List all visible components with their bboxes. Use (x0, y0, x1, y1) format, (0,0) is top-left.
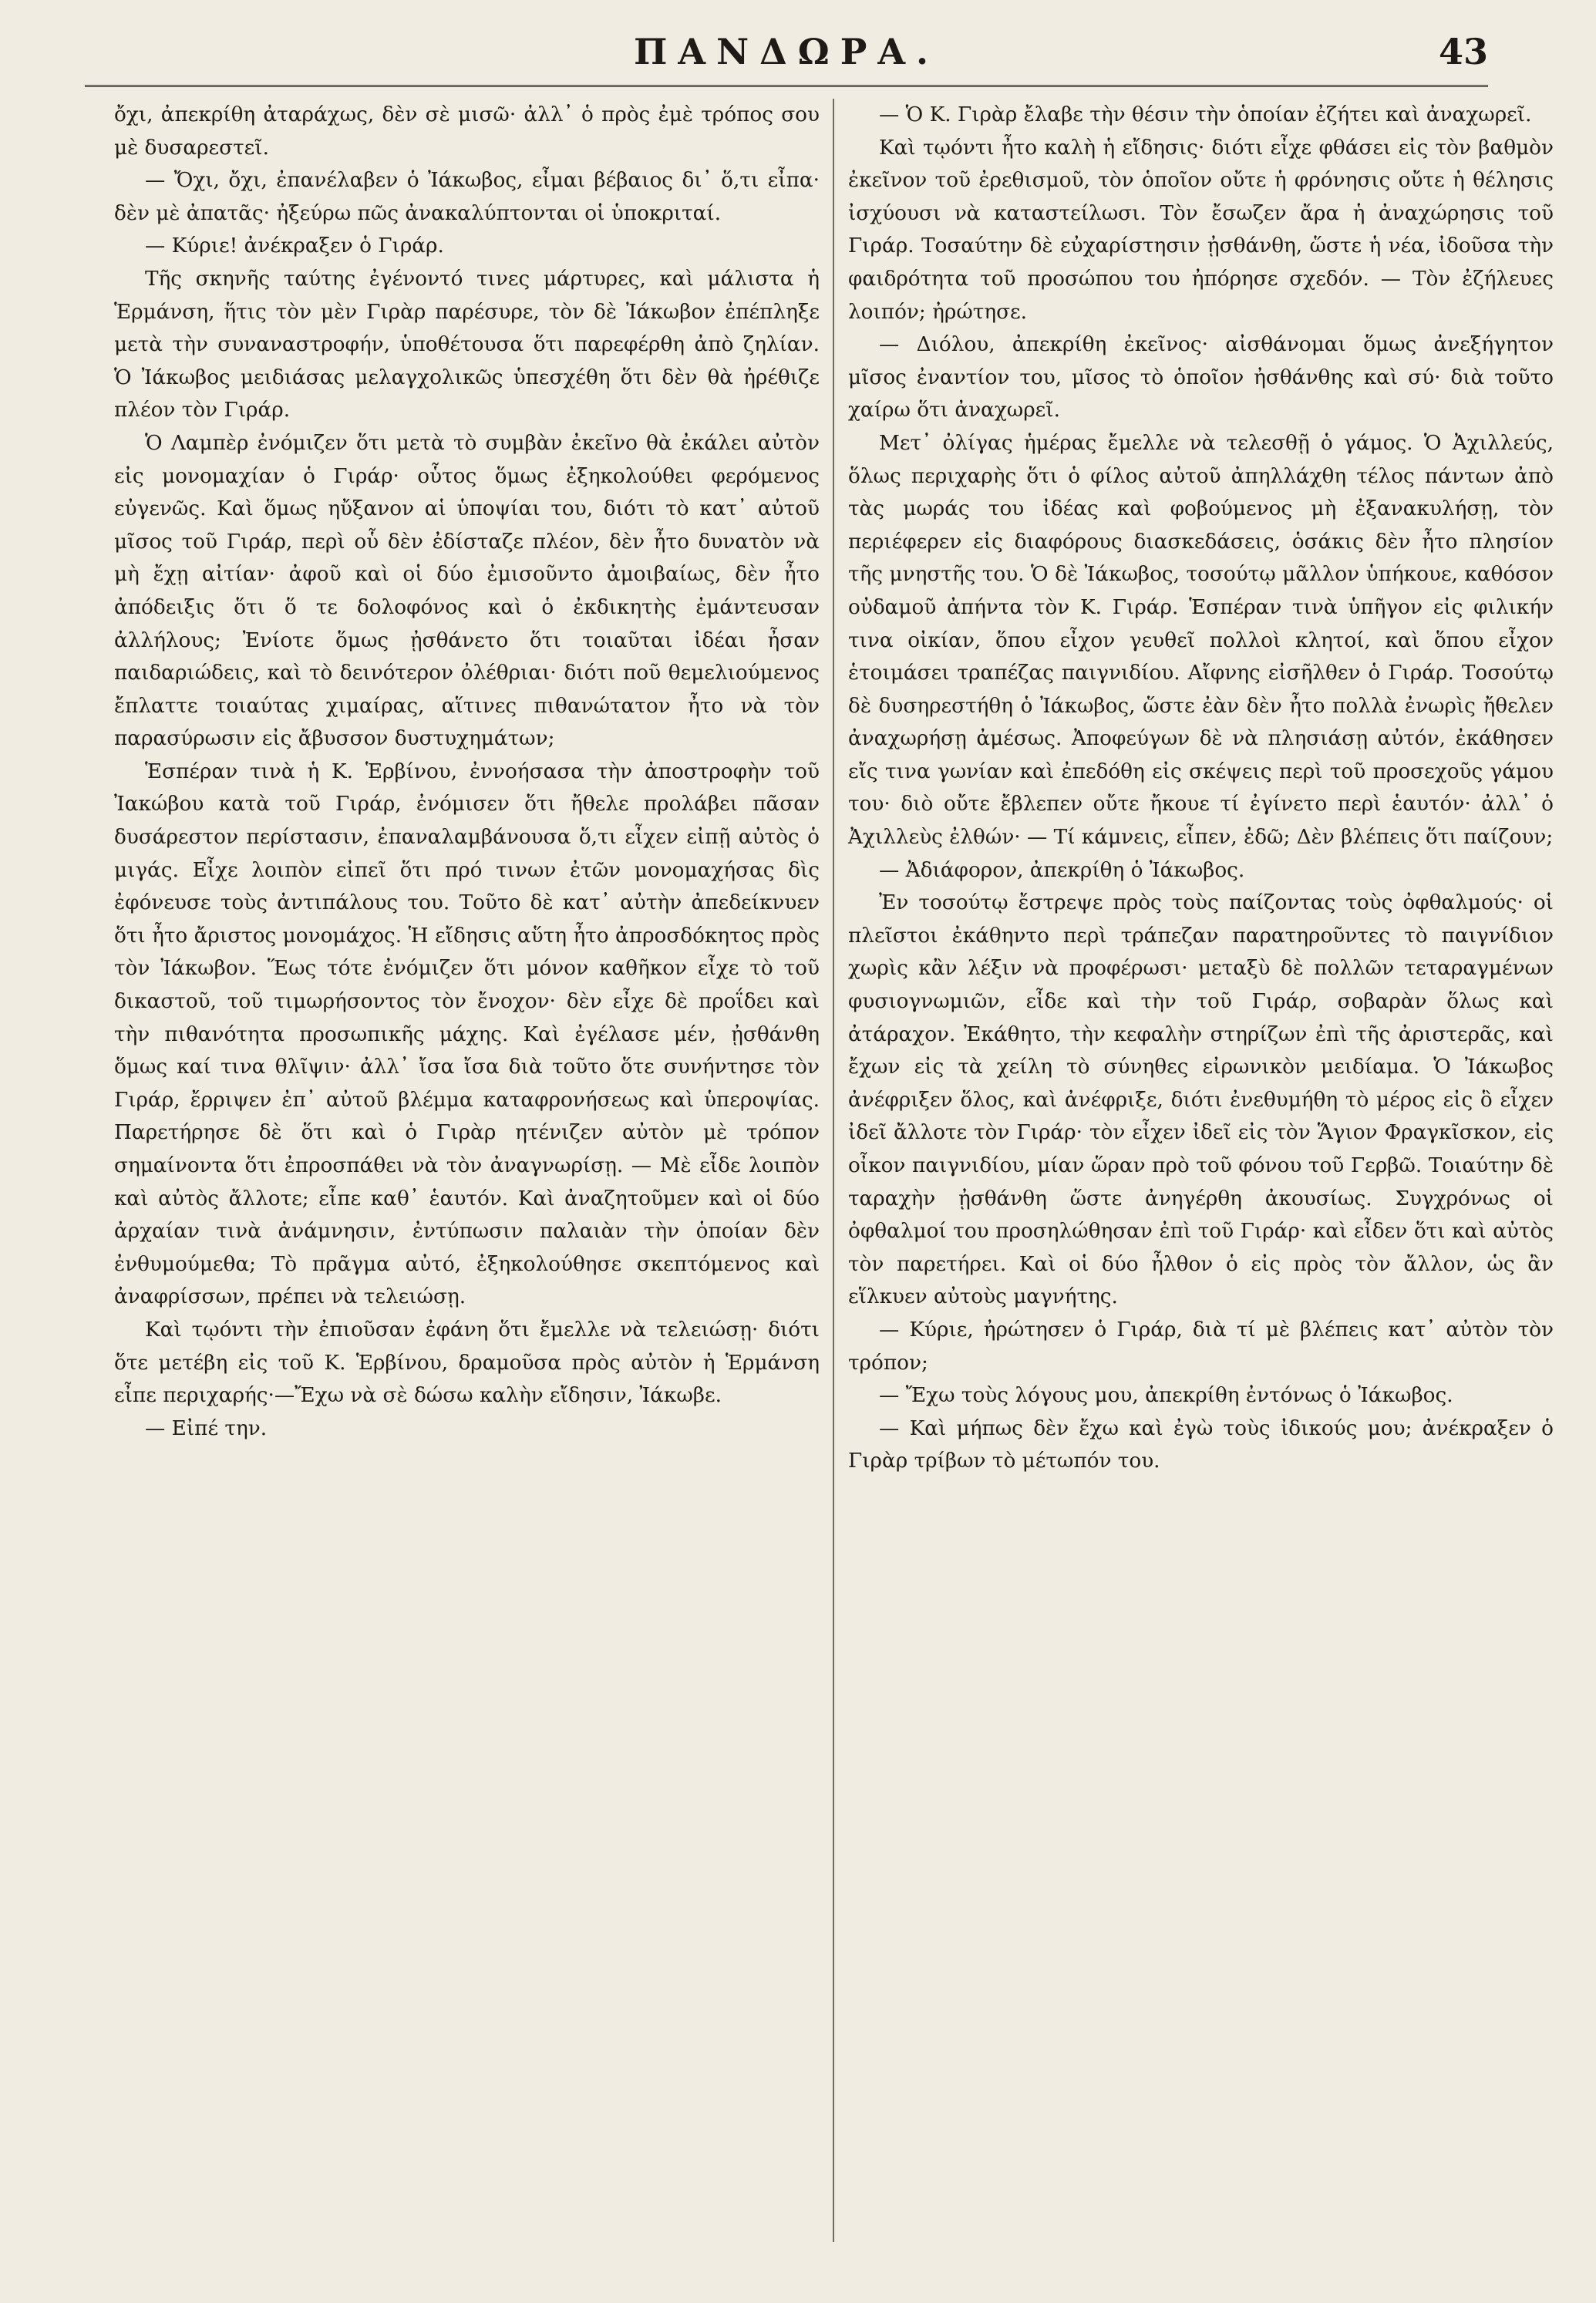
paragraph: — Εἰπέ την. (145, 1416, 268, 1440)
paragraph: Τῆς σκηνῆς ταύτης ἐγένοντό τινες μάρτυρες, καὶ μάλιστα ἡ Ἑρμάνση, ἥτις τὸν μὲν Γιρὰρ παρέσυρε, τὸν δὲ Ἰάκωβον ἐπέπληξε μετὰ τὴν συναναστροφήν, ὑποθέτουσα ὅτι παρεφέρθη ἀπὸ ζηλίαν. Ὁ Ἰάκωβος μειδιάσας μελαγχολικῶς ὑπεσχέθη ὅτι δὲν θὰ ἠρέθιζε πλέον τὸν Γιράρ. (114, 267, 820, 423)
paragraph: ὄχι, ἀπεκρίθη ἀταράχως, δὲν σὲ μισῶ· ἀλλ᾽ ὁ πρὸς ἐμὲ τρόπος σου μὲ δυσαρεστεῖ. (114, 103, 820, 160)
paragraph: Ἑσπέραν τινὰ ἡ Κ. Ἑρβίνου, ἐννοήσασα τὴν ἀποστροφὴν τοῦ Ἰακώβου κατὰ τοῦ Γιράρ, ἐνόμισεν ὅτι ἤθελε προλάβει πᾶσαν δυσάρεστον περίστασιν, ἐπαναλαμβάνουσα ὅ,τι εἶχεν εἰπῇ αὐτὸς ὁ μιγάς. Εἶχε λοιπὸν εἰπεῖ ὅτι πρό τινων ἐτῶν μονομαχήσας δὶς ἐφόνευσε τοὺς ἀντιπάλους του. Τοῦτο δὲ κατ᾽ αὐτὴν ἀπεδείκνυεν ὅτι ἦτο ἄριστος μονομάχος. Ἡ εἴδησις αὕτη ἦτο ἀπροσδόκητος πρὸς τὸν Ἰάκωβον. Ἕως τότε ἐνόμιζεν ὅτι μόνον καθῆκον εἶχε τὸ τοῦ δικαστοῦ, τοῦ τιμωρήσοντος τὸν ἔνοχον· δὲν εἶχε δὲ προΐδει καὶ τὴν πιθανότητα προσωπικῆς μάχης. Καὶ ἐγέλασε μέν, ᾐσθάνθη ὅμως καί τινα θλῖψιν· ἀλλ᾽ ἴσα ἴσα διὰ τοῦτο ὅτε συνήντησε τὸν Γιράρ, ἔρριψεν ἐπ᾽ αὐτοῦ βλέμμα καταφρονήσεως καὶ ὑπεροψίας. Παρετήρησε δὲ ὅτι καὶ ὁ Γιρὰρ ητένιζεν αὐτὸν μὲ τρόπον σημαίνοντα ὅτι ἐπροσπάθει νὰ τὸν ἀναγνωρίσῃ. — Μὲ εἶδε λοιπὸν καὶ αὐτὸς ἄλλοτε; εἶπε καθ᾽ ἑαυτόν. Καὶ ἀναζητοῦμεν καὶ οἱ δύο ἀρχαίαν τινὰ ἀνάμνησιν, ἐντύπωσιν παλαιὰν τὴν ὁποίαν δὲν ἐνθυμούμεθα; Τὸ πρᾶγμα αὐτό, ἐξηκολούθησε σκεπτόμενος καὶ ἀναφρίσσων, πρέπει νὰ τελειώσῃ. (114, 759, 820, 1309)
column-divider (833, 99, 834, 2242)
paragraph: — Κύριε, ἠρώτησεν ὁ Γιράρ, διὰ τί μὲ βλέπεις κατ᾽ αὐτὸν τὸν τρόπον; (848, 1318, 1554, 1375)
running-head (85, 31, 1488, 87)
paragraph: — Ὄχι, ὄχι, ἐπανέλαβεν ὁ Ἰάκωβος, εἶμαι βέβαιος δι᾽ ὅ,τι εἶπα· δὲν μὲ ἀπατᾶς· ἠξεύρω πῶς ἀνακαλύπτονται οἱ ὑποκριταί. (114, 169, 820, 225)
journal-title: ΠΑΝΔΩΡΑ. (633, 31, 940, 72)
paragraph: — Ἔχω τοὺς λόγους μου, ἀπεκρίθη ἐντόνως ὁ Ἰάκωβος. (879, 1384, 1453, 1408)
paragraph: Καὶ τῳόντι τὴν ἐπιοῦσαν ἐφάνη ὅτι ἔμελλε νὰ τελειώσῃ· διότι ὅτε μετέβη εἰς τοῦ Κ. Ἑρβίνου, δραμοῦσα πρὸς αὐτὸν ἡ Ἑρμάνση εἶπε περιχαρής·—Ἔχω νὰ σὲ δώσω καλὴν εἴδησιν, Ἰάκωβε. (114, 1318, 820, 1408)
paragraph: Καὶ τῳόντι ἦτο καλὴ ἡ εἴδησις· διότι εἶχε φθάσει εἰς τὸν βαθμὸν ἐκεῖνον τοῦ ἐρεθισμοῦ, τὸν ὁποῖον οὔτε ἡ φρόνησις οὔτε ἡ θέλησις ἰσχύουσι νὰ καταστείλωσι. Τὸν ἔσωζεν ἄρα ἡ ἀναχώρησις τοῦ Γιράρ. Τοσαύτην δὲ εὐχαρίστησιν ᾐσθάνθη, ὥστε ἡ νέα, ἰδοῦσα τὴν φαιδρότητα τοῦ προσώπου του ἠπόρησε σχεδόν. — Τὸν ἐζήλευες λοιπόν; ἠρώτησε. (848, 136, 1554, 324)
paragraph: — Ἀδιάφορον, ἀπεκρίθη ὁ Ἰάκωβος. (879, 858, 1245, 882)
paragraph: Μετ᾽ ὀλίγας ἡμέρας ἔμελλε νὰ τελεσθῇ ὁ γάμος. Ὁ Ἀχιλλεύς, ὅλως περιχαρὴς ὅτι ὁ φίλος αὐτοῦ ἀπηλλάχθη τέλος πάντων ἀπὸ τὰς μωράς του ἰδέας καὶ φοβούμενος μὴ ἐξανακυλήσῃ, τὸν περιέφερεν εἰς διαφόρους διασκεδάσεις, ὁσάκις δὲν ἦτο πλησίον τῆς μνηστῆς του. Ὁ δὲ Ἰάκωβος, τοσούτῳ μᾶλλον ὑπήκουε, καθόσον οὐδαμοῦ ἀπήντα τὸν Κ. Γιράρ. Ἑσπέραν τινὰ ὑπῆγον εἰς φιλικήν τινα οἰκίαν, ὅπου εἶχον γευθεῖ πολλοὶ κλητοί, καὶ ὅπου εἶχον ἑτοιμάσει τραπέζας παιγνιδίου. Αἴφνης εἰσῆλθεν ὁ Γιράρ. Τοσούτῳ δὲ δυσηρεστήθη ὁ Ἰάκωβος, ὥστε ἐὰν δὲν ἦτο πολλὰ ἐνωρὶς ἤθελεν ἀναχωρήσῃ ἀμέσως. Ἀποφεύγων δὲ νὰ πλησιάσῃ αὐτόν, ἐκάθησεν εἴς τινα γωνίαν καὶ ἐπεδόθη εἰς σκέψεις περὶ τοῦ προσεχοῦς γάμου του· διὸ οὔτε ἔβλεπεν οὔτε ἤκουε τί ἐγίνετο περὶ ἑαυτόν· ἀλλ᾽ ὁ Ἀχιλλεὺς ἐλθών· — Τί κάμνεις, εἶπεν, ἐδῶ; Δὲν βλέπεις ὅτι παίζουν; (848, 431, 1554, 850)
paragraph: Ὁ Λαμπὲρ ἐνόμιζεν ὅτι μετὰ τὸ συμβὰν ἐκεῖνο θὰ ἐκάλει αὐτὸν εἰς μονομαχίαν ὁ Γιράρ· οὗτος ὅμως ἐξηκολούθει φερόμενος εὐγενῶς. Καὶ ὅμως ηὔξανον αἱ ὑποψίαι του, διότι τὸ κατ᾽ αὐτοῦ μῖσος τοῦ Γιράρ, περὶ οὗ δὲν ἐδίσταζε πλέον, δὲν ἦτο δυνατὸν νὰ μὴ ἔχῃ αἰτίαν· ἀφοῦ καὶ οἱ δύο ἐμισοῦντο ἀμοιβαίως, δὲν ἦτο ἀπόδειξις ὅτι ὅ τε δολοφόνος καὶ ὁ ἐκδικητὴς ἐμάντευσαν ἀλλήλους; Ἐνίοτε ὅμως ᾐσθάνετο ὅτι τοιαῦται ἰδέαι ἦσαν παιδαριώδεις, καὶ τὸ δεινότερον ὀλέθριαι· διότι ποῦ θεμελιούμενος ἔπλαττε τοιαύτας χιμαίρας, αἵτινες πιθανώτατον ἦτο νὰ τὸν παρασύρωσιν εἰς ἄβυσσον δυστυχημάτων; (114, 431, 820, 751)
right-column (848, 99, 1554, 1478)
paragraph: — Διόλου, ἀπεκρίθη ἐκεῖνος· αἰσθάνομαι ὅμως ἀνεξήγητον μῖσος ἐναντίον του, μῖσος τὸ ὁποῖον ἠσθάνθης καὶ σύ· διὰ τοῦτο χαίρω ὅτι ἀναχωρεῖ. (848, 333, 1554, 423)
paragraph: Ἐν τοσούτῳ ἔστρεψε πρὸς τοὺς παίζοντας τοὺς ὀφθαλμούς· οἱ πλεῖστοι ἐκάθηντο περὶ τράπεζαν παρατηροῦντες τὸ παιγνίδιον χωρὶς κἂν λέξιν νὰ προφέρωσι· μεταξὺ δὲ πολλῶν τεταραγμένων φυσιογνωμιῶν, εἶδε καὶ τὴν τοῦ Γιράρ, σοβαρὰν ὅλως καὶ ἀτάραχον. Ἐκάθητο, τὴν κεφαλὴν στηρίζων ἐπὶ τῆς ἀριστερᾶς, καὶ ἔχων εἰς τὰ χείλη τὸ σύνηθες εἰρωνικὸν μειδίαμα. Ὁ Ἰάκωβος ἀνέφριξεν ὅλος, καὶ ἀνέφριξε, διότι ἐνεθυμήθη τὸ μέρος εἰς ὃ εἶχεν ἰδεῖ ἄλλοτε τὸν Γιράρ· τὸν εἶχεν ἰδεῖ εἰς τὸν Ἅγιον Φραγκῖσκον, εἰς οἶκον παιγνιδίου, μίαν ὥραν πρὸ τοῦ φόνου τοῦ Γερβῶ. Τοιαύτην δὲ ταραχὴν ᾐσθάνθη ὥστε ἀνηγέρθη ἀκουσίως. Συγχρόνως οἱ ὀφθαλμοί του προσηλώθησαν ἐπὶ τοῦ Γιράρ· καὶ εἶδεν ὅτι καὶ αὐτὸς τὸν παρετήρει. Καὶ οἱ δύο ἦλθον ὁ εἰς πρὸς τὸν ἄλλον, ὡς ἂν εἵλκυεν αὐτοὺς μαγνήτης. (848, 891, 1554, 1309)
paragraph: — Ὁ Κ. Γιρὰρ ἔλαβε τὴν θέσιν τὴν ὁποίαν ἐζήτει καὶ ἀναχωρεῖ. (879, 103, 1532, 126)
page-number: 43 (1438, 31, 1488, 72)
paragraph: — Καὶ μήπως δὲν ἔχω καὶ ἐγὼ τοὺς ἰδικούς μου; ἀνέκραξεν ὁ Γιρὰρ τρίβων τὸ μέτωπόν του. (848, 1416, 1554, 1473)
left-column (114, 99, 820, 1445)
paragraph: — Κύριε! ἀνέκραξεν ὁ Γιράρ. (145, 234, 444, 258)
